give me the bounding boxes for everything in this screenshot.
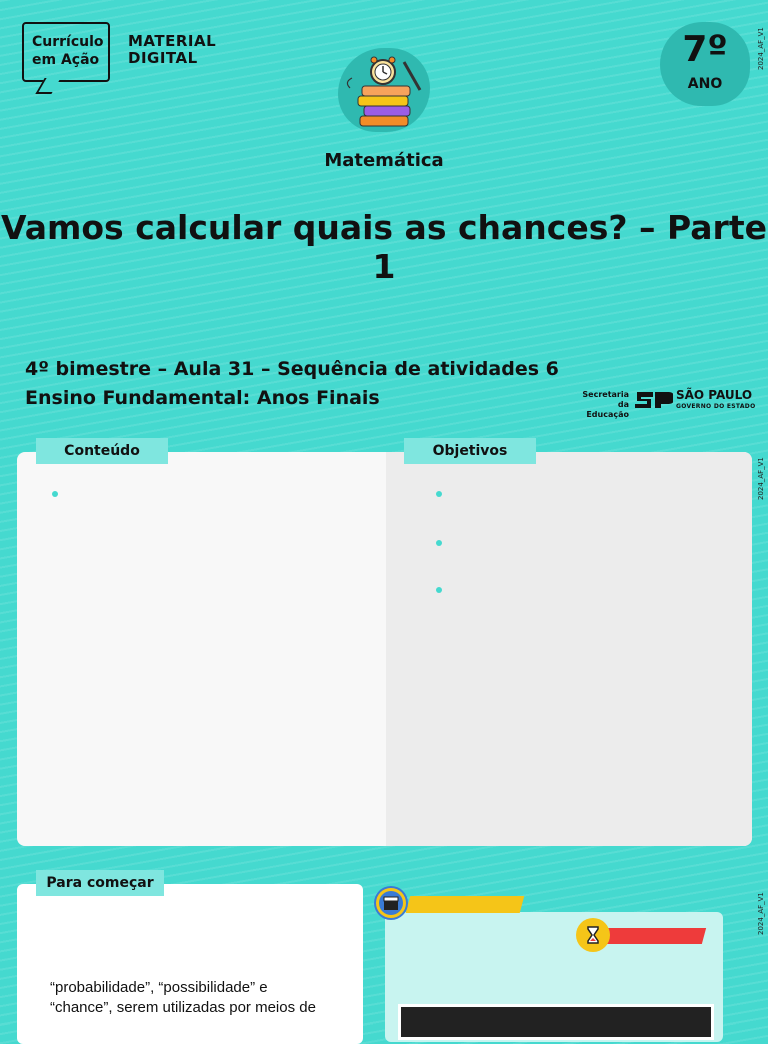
page-title: Vamos calcular quais as chances? – Parte 1 — [1, 208, 767, 286]
grade-number: 7º — [682, 29, 728, 70]
clapperboard-icon — [374, 886, 408, 920]
para-comecar-card — [17, 884, 363, 1044]
logo-line1: Currículo — [32, 34, 104, 50]
objetivo-bullet — [436, 587, 442, 593]
red-accent-bar — [600, 928, 706, 944]
version-code: 2024_AF_V1 — [757, 892, 765, 935]
video-thumbnail[interactable] — [398, 1004, 714, 1040]
grade-label: ANO — [687, 76, 723, 92]
education-level: Ensino Fundamental: Anos Finais — [25, 387, 380, 409]
version-code: 2024_AF_V1 — [757, 457, 765, 500]
tab-conteudo: Conteúdo — [36, 438, 168, 464]
secretaria-label — [573, 390, 629, 420]
objetivo-bullet — [436, 540, 442, 546]
sao-paulo-label: SÃO PAULO — [676, 388, 753, 402]
material-digital-label — [128, 33, 216, 67]
yellow-accent-bar — [406, 896, 525, 913]
objetivo-bullet — [436, 491, 442, 497]
material-line: MATERIAL — [128, 32, 217, 50]
hourglass-icon — [576, 918, 610, 952]
intro-paragraph — [50, 978, 350, 1018]
secretaria-line1: Secretaria da — [582, 390, 629, 409]
intro-line1: “probabilidade”, “possibilidade” e — [50, 979, 268, 996]
objectives-panel — [386, 452, 752, 846]
version-code: 2024_AF_V1 — [757, 27, 765, 70]
books-clock-icon — [338, 48, 430, 138]
subject-label: Matemática — [324, 150, 444, 171]
digital-line: DIGITAL — [128, 49, 198, 67]
governo-label: GOVERNO DO ESTADO — [676, 403, 756, 410]
curriculo-em-acao-logo — [22, 22, 110, 82]
conteudo-bullet — [52, 491, 58, 497]
tab-para-comecar: Para começar — [36, 870, 164, 896]
grade-badge — [660, 22, 750, 106]
intro-line2: “chance”, serem utilizadas por meios de — [50, 999, 316, 1016]
lesson-info: 4º bimestre – Aula 31 – Sequência de atividades 6 — [25, 358, 559, 380]
logo-line2: em Ação — [32, 52, 100, 68]
sp-logo-icon — [633, 390, 673, 410]
tab-objetivos: Objetivos — [404, 438, 536, 464]
secretaria-line2: Educação — [586, 410, 629, 419]
